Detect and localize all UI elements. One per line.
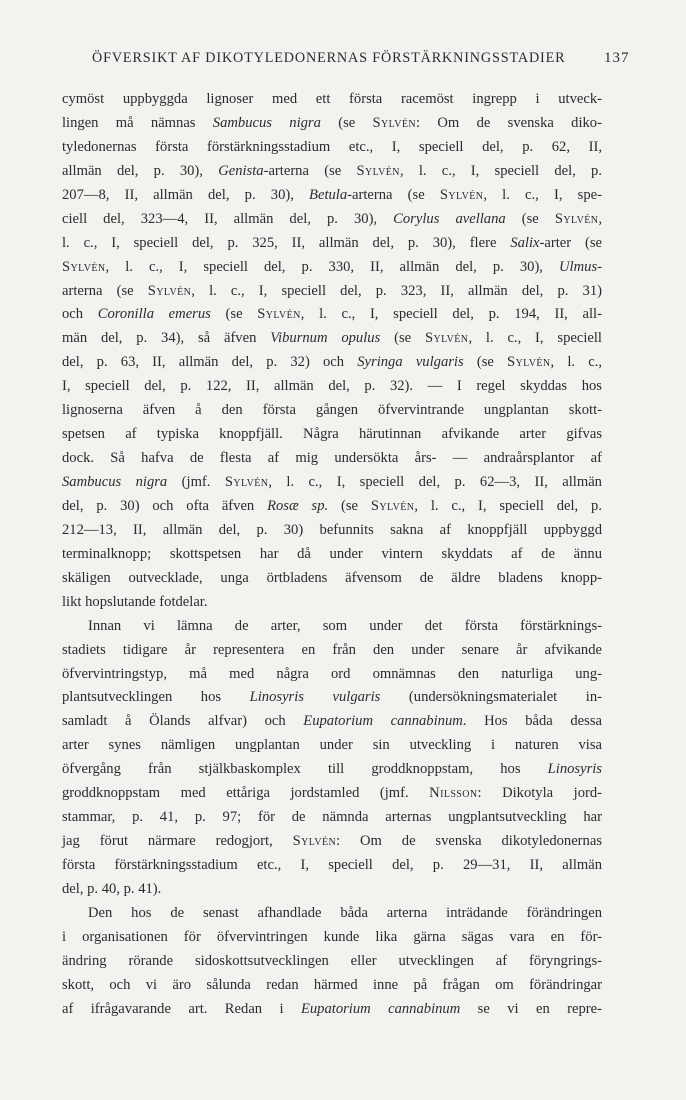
text-run: , l. c.,	[550, 354, 603, 371]
text-line	[62, 280, 602, 304]
text-line	[62, 256, 602, 280]
text-line	[62, 830, 602, 854]
text-line	[62, 351, 602, 375]
italic-term: Corylus avellana	[393, 210, 506, 227]
text-run: , l. c., I, speciell del, p. 62—3, II, allmän	[268, 474, 602, 490]
text-line	[62, 758, 602, 782]
text-line	[62, 519, 602, 543]
text-run: se vi en repre-	[460, 1000, 603, 1017]
text-run: arter synes nämligen ungplantan under sin utveckling i naturen visa	[62, 737, 602, 754]
text-line	[62, 854, 602, 878]
text-run: i organisationen för öfvervintringen kunde lika gärna sägas vara en för-	[62, 928, 602, 945]
text-run: terminalknopp; skottspetsen har då under vintern skyddats af de ännu	[62, 545, 602, 562]
text-line	[62, 160, 602, 184]
italic-term: Sambucus nigra	[212, 114, 321, 131]
text-line	[62, 543, 602, 567]
text-run: (se	[380, 330, 425, 347]
author-name: Sylvén	[370, 497, 415, 514]
text-line	[62, 88, 602, 112]
text-line	[62, 710, 602, 734]
text-line	[62, 495, 602, 519]
text-run: : Om de svenska dikotyledonernas	[336, 833, 602, 850]
text-run: jag förut närmare redogjort,	[62, 833, 293, 850]
text-run: af ifrågavarande art. Redan i	[62, 1000, 301, 1017]
text-run: , l. c., I, speciell del, p.	[414, 497, 602, 514]
text-run: första förstärkningsstadium etc., I, speciell del, p. 29—31, II, allmän	[62, 857, 602, 873]
text-run: Innan vi lämna de arter, som under det första förstärknings-	[88, 617, 602, 634]
text-run: del, p. 30) och ofta äfven	[62, 497, 268, 514]
italic-term: Coronilla emerus	[97, 306, 211, 323]
italic-term: Ulmus	[559, 258, 598, 275]
author-name: Sylvén	[554, 210, 599, 227]
text-run: arterna (se	[62, 282, 148, 299]
text-line	[62, 591, 602, 615]
text-run: ciell del, 323—4, II, allmän del, p. 30),	[62, 210, 394, 227]
italic-term: Genista	[218, 162, 264, 179]
text-line	[62, 112, 602, 136]
text-run: samladt å Ölands alfvar) och	[62, 713, 304, 730]
text-line	[62, 663, 602, 687]
italic-term: Salix	[510, 234, 540, 251]
text-run: . Hos båda dessa	[462, 713, 602, 730]
italic-term: Rosæ sp.	[267, 497, 329, 514]
text-run: lignoserna äfven å den första gången öfvervintrande ungplantan skott-	[62, 402, 602, 419]
text-run: stammar, p. 41, p. 97; för de nämnda arternas ungplantsutveckling har	[62, 809, 602, 826]
text-line	[62, 136, 602, 160]
text-run: spetsen af typiska knoppfjäll. Några härutinnan afvikande arter gifvas	[62, 426, 602, 443]
text-line	[62, 423, 602, 447]
author-name: Sylvén	[147, 282, 192, 299]
text-line	[62, 615, 602, 639]
text-run: ändring rörande sidoskottsutvecklingen eller utvecklingen af föryngrings-	[62, 952, 602, 969]
text-run: del, p. 63, II, allmän del, p. 32) och	[62, 354, 358, 371]
text-line	[62, 303, 602, 327]
text-line	[62, 878, 602, 902]
text-run: , l. c., I, speciell del, p. 194, II, all-	[300, 306, 602, 323]
author-name: Sylvén	[292, 833, 337, 850]
italic-term: Viburnum opulus	[270, 330, 381, 347]
body-text	[62, 88, 602, 1022]
italic-term: Linosyris	[547, 761, 602, 778]
text-run: stadiets tidigare år representera en från den under senare år afvikande	[62, 641, 602, 658]
text-line	[62, 327, 602, 351]
text-run: -	[597, 258, 602, 275]
text-run: Den hos de senast afhandlade båda arterna inträdande förändringen	[88, 904, 602, 921]
text-run: (se	[463, 354, 508, 371]
text-run: lingen må nämnas	[62, 114, 213, 131]
text-line	[62, 567, 602, 591]
text-run: : Om de svenska diko-	[416, 114, 602, 131]
text-run: allmän del, p. 30),	[62, 162, 219, 179]
text-line	[62, 950, 602, 974]
text-run: , l. c., I, speciell del, p. 323, II, allmän del, p. 31)	[191, 282, 602, 299]
text-line	[62, 974, 602, 998]
text-run: män del, p. 34), så äfven	[62, 330, 271, 347]
italic-term: Sambucus nigra	[62, 474, 168, 490]
text-run: -arterna (se	[347, 186, 440, 203]
author-name: Sylvén	[372, 114, 417, 131]
running-header: ÖFVERSIKT AF DIKOTYLEDONERNAS FÖRSTÄRKNINGSSTADIER	[92, 50, 566, 66]
text-run: (undersökningsmaterialet in-	[380, 689, 602, 706]
text-line	[62, 375, 602, 399]
text-line	[62, 399, 602, 423]
text-run: öfvergång från stjälkbaskomplex till groddknoppstam, hos	[62, 761, 548, 778]
text-run: (se	[328, 497, 371, 514]
text-line	[62, 208, 602, 232]
text-line	[62, 998, 602, 1022]
text-run: cymöst uppbyggda lignoser med ett första racemöst ingrepp i utveck-	[62, 91, 602, 107]
italic-term: Eupatorium cannabinum	[300, 1000, 461, 1017]
text-line	[62, 447, 602, 471]
text-line	[62, 734, 602, 758]
author-name: Sylvén	[424, 330, 469, 347]
text-run: skäligen outvecklade, unga örtbladens äfvensom de äldre bladens knopp-	[62, 569, 602, 586]
text-run: 212—13, II, allmän del, p. 30) befunnits sakna af knoppfjäll uppbyggd	[62, 521, 602, 538]
author-name: Sylvén	[356, 162, 400, 179]
text-line	[62, 471, 602, 495]
text-line	[62, 639, 602, 663]
text-line	[62, 232, 602, 256]
text-run: skott, och vi äro sålunda redan härmed inne på frågan om förändringar	[62, 976, 602, 993]
text-run: plantsutvecklingen hos	[62, 689, 250, 706]
text-run: och	[62, 306, 98, 323]
text-run: , l. c., I, speciell del, p.	[399, 162, 602, 179]
page-number: 137	[604, 50, 630, 66]
text-line	[62, 902, 602, 926]
text-line	[62, 806, 602, 830]
text-run: öfvervintringstyp, må med några ord omnämnas den naturliga ung-	[62, 665, 602, 682]
text-run: (se	[505, 210, 555, 227]
text-run: dock. Så hafva de flesta af mig undersökta års- — andraårsplantor af	[62, 450, 602, 467]
text-run: (jmf.	[167, 474, 225, 490]
italic-term: Eupatorium cannabinum	[303, 713, 463, 730]
text-line	[62, 782, 602, 806]
text-run: l. c., I, speciell del, p. 325, II, allmän del, p. 30), flere	[62, 234, 511, 251]
italic-term: Betula	[309, 186, 348, 203]
text-run: 207—8, II, allmän del, p. 30),	[62, 186, 310, 203]
italic-term: Syringa vulgaris	[357, 354, 464, 371]
author-name: Sylvén	[224, 474, 269, 490]
text-run: -arter (se	[539, 234, 602, 251]
author-name: Nilsson	[429, 785, 478, 802]
author-name: Sylvén	[257, 306, 301, 323]
text-run: ,	[598, 210, 602, 227]
text-run: (se	[320, 114, 373, 131]
text-line	[62, 926, 602, 950]
text-run: I, speciell del, p. 122, II, allmän del, p. 32). — I regel skyddas hos	[62, 378, 602, 395]
author-name: Sylvén	[439, 186, 484, 203]
text-line	[62, 184, 602, 208]
text-run: groddknoppstam med ettåriga jordstamled (jmf.	[62, 785, 430, 802]
text-run: : Dikotyla jord-	[477, 785, 603, 802]
author-name: Sylvén	[62, 258, 106, 275]
text-run: , l. c., I, speciell	[468, 330, 602, 347]
text-line	[62, 686, 602, 710]
text-run: , l. c., I, speciell del, p. 330, II, allmän del, p. 30),	[105, 258, 560, 275]
author-name: Sylvén	[507, 354, 551, 371]
text-run: -arterna (se	[263, 162, 357, 179]
text-run: likt hopslutande fotdelar.	[62, 593, 208, 610]
text-run: , l. c., I, spe-	[483, 186, 602, 203]
text-run: tyledonernas första förstärkningsstadium etc., I, speciell del, p. 62, II,	[62, 138, 602, 155]
text-run: (se	[210, 306, 258, 323]
text-run: del, p. 40, p. 41).	[62, 880, 162, 897]
italic-term: Linosyris vulgaris	[249, 689, 381, 706]
